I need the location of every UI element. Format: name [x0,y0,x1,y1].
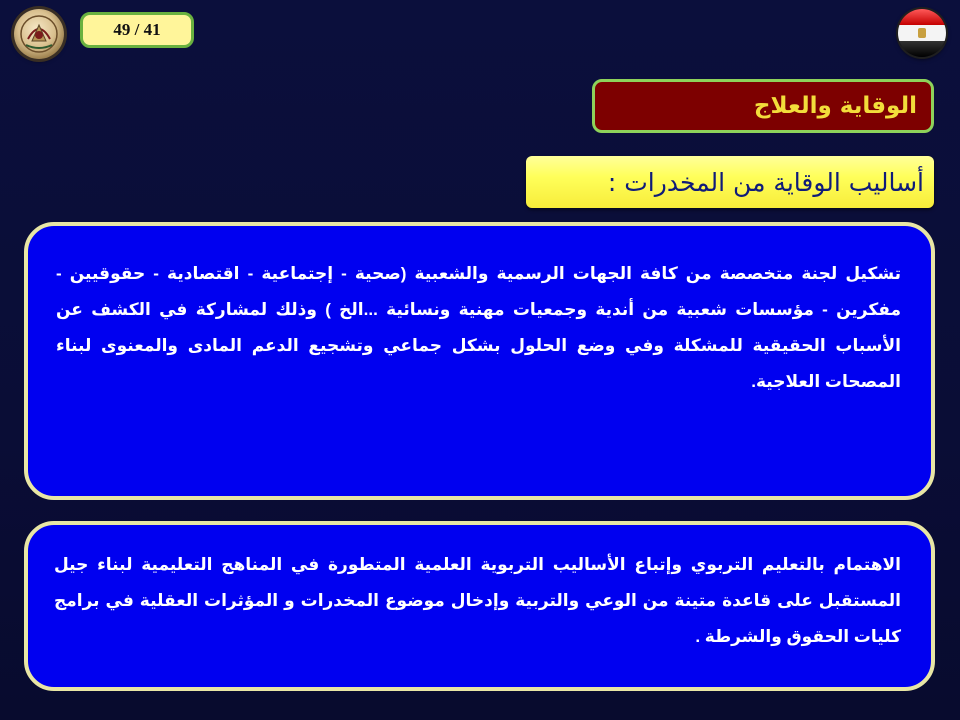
flag-red-band [898,9,946,25]
subtitle: أساليب الوقاية من المخدرات : [526,156,934,208]
paragraph-1: تشكيل لجنة متخصصة من كافة الجهات الرسمية والشعبية (صحية - إجتماعية - اقتصادية - حقوقيين - مفكرين - مؤسسات شعبية من أندية وجمعيات مهنية ونسائية ...الخ ) وذلك لمشاركة في الكشف عن الأسباب الحقيقية للمشكلة وفي وضع الحلول بشكل جماعي وتشجيع الدعم المادى والمعنوى لبناء المصحات العلاجية. [56,264,901,391]
flag-eagle-icon [918,28,926,38]
slide-counter: 49 / 41 [80,12,194,48]
police-emblem-icon [14,9,64,59]
flag-black-band [898,41,946,57]
section-title: الوقاية والعلاج [592,79,934,133]
prevention-text-box-2 [24,521,935,691]
egypt-flag-icon [898,9,946,57]
prevention-text-box-1 [24,222,935,500]
paragraph-2: الاهتمام بالتعليم التربوي وإتباع الأساليب التربوية العلمية المتطورة في المناهج التعليمية لبناء جيل المستقبل على قاعدة متينة من الوعي والتربية وإدخال موضوع المخدرات و المؤثرات العقلية في برامج كليات الحقوق والشرطة . [54,555,901,646]
